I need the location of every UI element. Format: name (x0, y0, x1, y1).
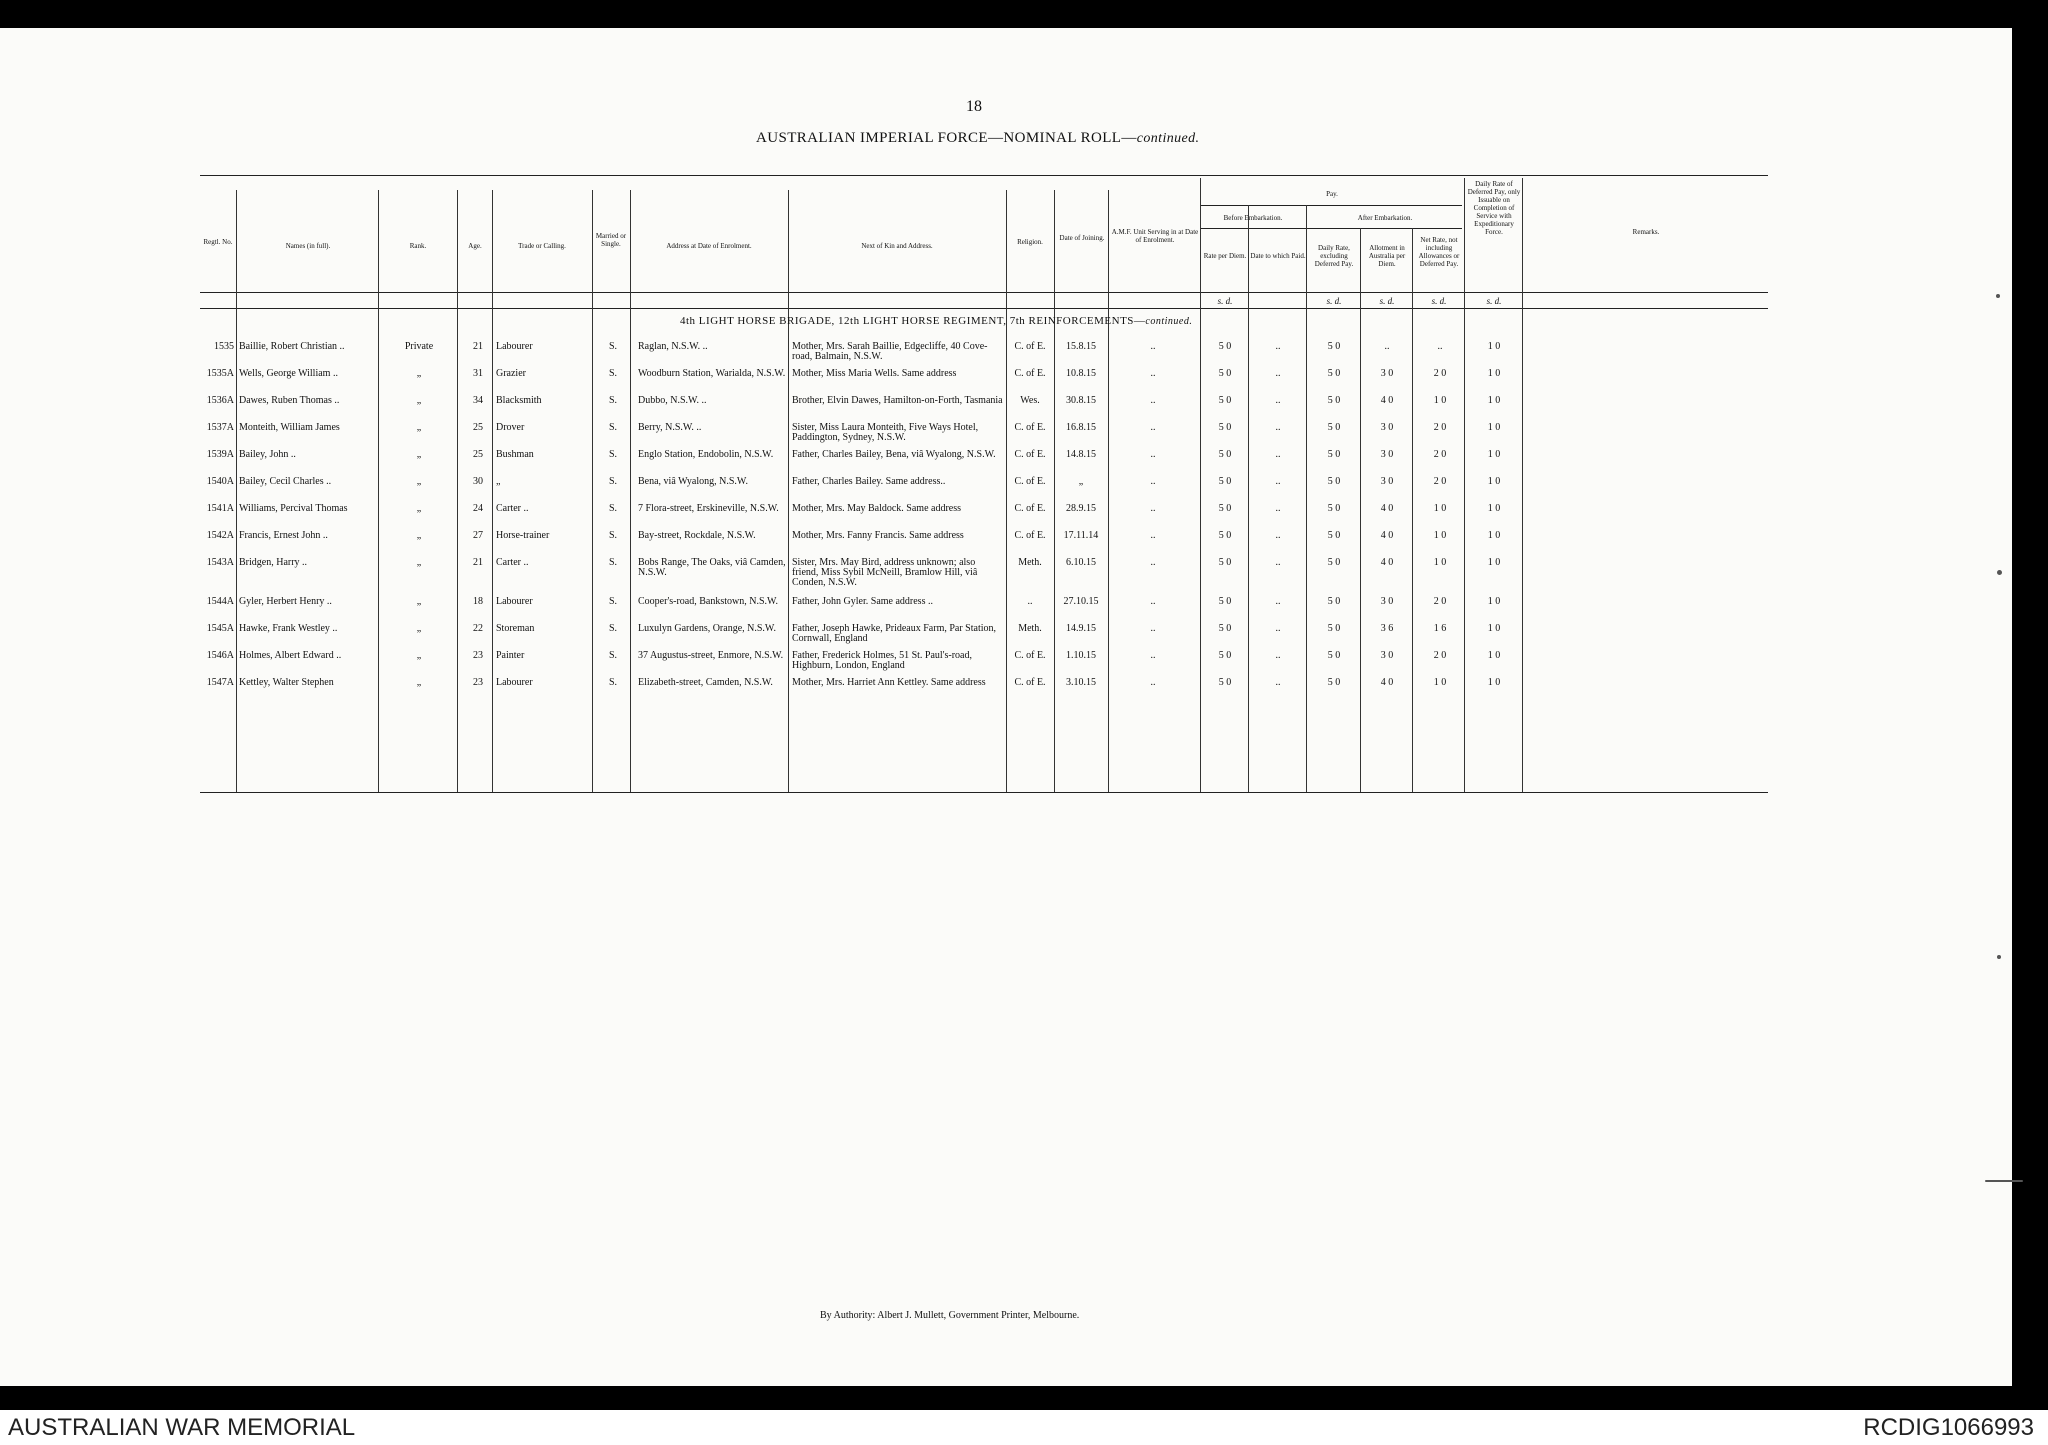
table-row (0, 651, 2012, 677)
cell-trade: Carter .. (496, 557, 529, 568)
scan-speck (1997, 955, 2001, 959)
cell-age: 21 (473, 557, 483, 568)
cell-daily: 5 0 (1327, 449, 1341, 460)
cell-name: Dawes, Ruben Thomas .. (239, 395, 340, 406)
sd-label: s. d. (1326, 296, 1342, 306)
cell-date: 14.9.15 (1066, 623, 1096, 634)
table-row (0, 624, 2012, 650)
cell-name: Kettley, Walter Stephen (239, 677, 334, 688)
cell-allot: 4 0 (1380, 395, 1394, 406)
cell-rate: 5 0 (1218, 557, 1232, 568)
scan-speck (1997, 570, 2002, 575)
cell-no: 1539A (206, 449, 234, 460)
cell-addr: Bena, viâ Wyalong, N.S.W. (638, 476, 748, 487)
cell-datep: .. (1275, 677, 1281, 688)
scan-speck (1996, 294, 2000, 298)
header-unit: A.M.F. Unit Serving in at Date of Enrolment. (1111, 228, 1199, 244)
cell-rel: Meth. (1018, 623, 1042, 634)
cell-age: 24 (473, 503, 483, 514)
cell-date: 3.10.15 (1066, 677, 1096, 688)
cell-addr: Raglan, N.S.W. .. (638, 341, 708, 352)
scan-speck (1985, 1180, 2023, 1182)
cell-ms: S. (608, 341, 618, 352)
table-row (0, 477, 2012, 503)
cell-date: 1.10.15 (1066, 650, 1096, 661)
cell-kin: Brother, Elvin Dawes, Hamilton-on-Forth, Tasmania (792, 395, 1003, 406)
footer-right: RCDIG1066993 (1863, 1414, 2034, 1441)
header-date-joining: Date of Joining. (1059, 234, 1105, 242)
cell-daily: 5 0 (1327, 341, 1341, 352)
cell-kin: Mother, Mrs. Fanny Francis. Same address (792, 530, 964, 541)
cell-kin: Father, Joseph Hawke, Prideaux Farm, Par Station, Cornwall, England (792, 623, 997, 644)
cell-no: 1540A (206, 476, 234, 487)
cell-datep: .. (1275, 557, 1281, 568)
cell-date: 27.10.15 (1063, 596, 1099, 607)
header-rate-per-diem: Rate per Diem. (1203, 252, 1247, 260)
cell-unit: .. (1150, 395, 1156, 406)
header-date-paid: Date to which Paid. (1250, 252, 1306, 260)
cell-rate: 5 0 (1218, 368, 1232, 379)
pay-subhead-rule-2 (1200, 228, 1462, 229)
header-pay: Pay. (1326, 190, 1338, 198)
cell-datep: .. (1275, 449, 1281, 460)
header-daily-rate: Daily Rate, excluding Deferred Pay. (1314, 244, 1354, 268)
cell-rel: Wes. (1020, 395, 1040, 406)
cell-unit: .. (1150, 650, 1156, 661)
cell-datep: .. (1275, 530, 1281, 541)
scan-right-border (2012, 0, 2048, 1410)
cell-rank: Private (404, 341, 434, 352)
cell-rate: 5 0 (1218, 623, 1232, 634)
table-row (0, 450, 2012, 476)
cell-trade: Bushman (496, 449, 534, 460)
table-row (0, 369, 2012, 395)
cell-age: 27 (473, 530, 483, 541)
cell-name: Monteith, William James (239, 422, 340, 433)
header-age: Age. (468, 242, 482, 250)
cell-no: 1537A (206, 422, 234, 433)
cell-rank: „ (416, 677, 422, 688)
header-names: Names (in full). (285, 242, 331, 250)
cell-allot: 3 0 (1380, 449, 1394, 460)
table-top-rule (200, 175, 1768, 176)
cell-unit: .. (1150, 557, 1156, 568)
cell-net: 1 0 (1433, 503, 1447, 514)
cell-age: 22 (473, 623, 483, 634)
cell-rate: 5 0 (1218, 503, 1232, 514)
cell-rel: C. of E. (1014, 449, 1046, 460)
cell-net: 1 6 (1433, 623, 1447, 634)
table-row (0, 504, 2012, 530)
cell-rel: C. of E. (1014, 677, 1046, 688)
sd-label: s. d. (1217, 296, 1233, 306)
cell-net: 2 0 (1433, 449, 1447, 460)
cell-rate: 5 0 (1218, 422, 1232, 433)
cell-ms: S. (608, 503, 618, 514)
cell-unit: .. (1150, 449, 1156, 460)
cell-name: Francis, Ernest John .. (239, 530, 328, 541)
sd-bottom-rule (200, 308, 1768, 309)
cell-unit: .. (1150, 476, 1156, 487)
cell-rank: „ (416, 476, 422, 487)
cell-ms: S. (608, 623, 618, 634)
cell-date: 16.8.15 (1066, 422, 1096, 433)
cell-trade: Labourer (496, 596, 533, 607)
cell-allot: 4 0 (1380, 677, 1394, 688)
cell-unit: .. (1150, 368, 1156, 379)
cell-age: 31 (473, 368, 483, 379)
cell-rank: „ (416, 449, 422, 460)
cell-defer: 1 0 (1487, 677, 1501, 688)
cell-rel: C. of E. (1014, 341, 1046, 352)
cell-defer: 1 0 (1487, 395, 1501, 406)
cell-allot: .. (1384, 341, 1390, 352)
cell-trade: Drover (496, 422, 525, 433)
cell-date: 6.10.15 (1066, 557, 1096, 568)
cell-defer: 1 0 (1487, 596, 1501, 607)
header-trade: Trade or Calling. (518, 242, 566, 250)
cell-daily: 5 0 (1327, 368, 1341, 379)
cell-kin: Father, Charles Bailey. Same address.. (792, 476, 946, 487)
cell-ms: S. (608, 395, 618, 406)
cell-defer: 1 0 (1487, 623, 1501, 634)
header-deferred: Daily Rate of Deferred Pay, only Issuable on Completion of Service with Expeditionary Force. (1467, 180, 1521, 236)
cell-net: 2 0 (1433, 596, 1447, 607)
cell-ms: S. (608, 596, 618, 607)
cell-rel: C. of E. (1014, 530, 1046, 541)
cell-addr: 37 Augustus-street, Enmore, N.S.W. (638, 650, 784, 661)
cell-rate: 5 0 (1218, 449, 1232, 460)
cell-rate: 5 0 (1218, 530, 1232, 541)
cell-defer: 1 0 (1487, 449, 1501, 460)
header-bottom-rule (200, 292, 1768, 293)
cell-name: Bridgen, Harry .. (239, 557, 308, 568)
cell-name: Williams, Percival Thomas (239, 503, 348, 514)
cell-age: 21 (473, 341, 483, 352)
table-row (0, 342, 2012, 368)
page-number: 18 (966, 98, 982, 115)
footer-left: AUSTRALIAN WAR MEMORIAL (8, 1414, 356, 1441)
cell-no: 1543A (206, 557, 234, 568)
cell-no: 1535A (206, 368, 234, 379)
cell-unit: .. (1150, 341, 1156, 352)
cell-daily: 5 0 (1327, 677, 1341, 688)
cell-unit: .. (1150, 623, 1156, 634)
cell-datep: .. (1275, 422, 1281, 433)
cell-allot: 4 0 (1380, 557, 1394, 568)
cell-addr: Elizabeth-street, Camden, N.S.W. (638, 677, 773, 688)
cell-allot: 3 6 (1380, 623, 1394, 634)
cell-age: 23 (473, 650, 483, 661)
cell-kin: Mother, Mrs. Harriet Ann Kettley. Same address (792, 677, 986, 688)
cell-rank: „ (416, 530, 422, 541)
header-rank: Rank. (409, 242, 427, 250)
cell-rank: „ (416, 422, 422, 433)
header-remarks: Remarks. (1632, 228, 1660, 236)
header-religion: Religion. (1017, 238, 1043, 246)
brigade-heading (680, 315, 1192, 327)
header-kin: Next of Kin and Address. (861, 242, 933, 250)
cell-date: 15.8.15 (1066, 341, 1096, 352)
cell-age: 34 (473, 395, 483, 406)
cell-rate: 5 0 (1218, 395, 1232, 406)
cell-no: 1547A (206, 677, 234, 688)
cell-age: 23 (473, 677, 483, 688)
cell-trade: Carter .. (496, 503, 529, 514)
header-allotment: Allotment in Australia per Diem. (1368, 244, 1406, 268)
cell-name: Hawke, Frank Westley .. (239, 623, 338, 634)
cell-kin: Sister, Miss Laura Monteith, Five Ways Hotel, Paddington, Sydney, N.S.W. (792, 422, 979, 443)
cell-kin: Mother, Miss Maria Wells. Same address (792, 368, 957, 379)
cell-trade: „ (496, 476, 501, 487)
cell-allot: 4 0 (1380, 503, 1394, 514)
cell-rel: C. of E. (1014, 503, 1046, 514)
cell-addr: Dubbo, N.S.W. .. (638, 395, 707, 406)
table-row (0, 557, 2012, 588)
cell-defer: 1 0 (1487, 422, 1501, 433)
cell-defer: 1 0 (1487, 341, 1501, 352)
cell-no: 1544A (206, 596, 234, 607)
header-net-rate: Net Rate, not including Allowances or Deferred Pay. (1418, 236, 1460, 268)
cell-ms: S. (608, 557, 618, 568)
cell-net: 2 0 (1433, 476, 1447, 487)
table-row (0, 678, 2012, 704)
cell-no: 1535 (214, 341, 234, 352)
cell-name: Bailey, John .. (239, 449, 296, 460)
printer-authority: By Authority: Albert J. Mullett, Government Printer, Melbourne. (820, 1310, 1080, 1321)
cell-unit: .. (1150, 677, 1156, 688)
pay-subhead-rule (1200, 205, 1462, 206)
cell-age: 30 (473, 476, 483, 487)
cell-rank: „ (416, 503, 422, 514)
cell-kin: Mother, Mrs. May Baldock. Same address (792, 503, 962, 514)
cell-kin: Father, Charles Bailey, Bena, viâ Wyalong, N.S.W. (792, 449, 996, 460)
cell-addr: Bay-street, Rockdale, N.S.W. (638, 530, 756, 541)
cell-age: 25 (473, 422, 483, 433)
cell-date: 17.11.14 (1063, 530, 1099, 541)
cell-allot: 3 0 (1380, 368, 1394, 379)
cell-rate: 5 0 (1218, 677, 1232, 688)
cell-net: 2 0 (1433, 422, 1447, 433)
header-after-embarkation: After Embarkation. (1357, 214, 1413, 222)
cell-no: 1546A (206, 650, 234, 661)
sd-label: s. d. (1486, 296, 1502, 306)
cell-rate: 5 0 (1218, 341, 1232, 352)
table-row (0, 423, 2012, 449)
title-text: AUSTRALIAN IMPERIAL FORCE—NOMINAL ROLL— (756, 130, 1137, 146)
cell-trade: Horse-trainer (496, 530, 550, 541)
cell-unit: .. (1150, 422, 1156, 433)
cell-rank: „ (416, 650, 422, 661)
scan-top-border (0, 0, 2048, 28)
cell-kin: Father, Frederick Holmes, 51 St. Paul's-road, Highburn, London, England (792, 650, 972, 671)
cell-rel: C. of E. (1014, 476, 1046, 487)
cell-ms: S. (608, 530, 618, 541)
cell-ms: S. (608, 422, 618, 433)
cell-trade: Blacksmith (496, 395, 542, 406)
cell-net: .. (1437, 341, 1443, 352)
cell-unit: .. (1150, 596, 1156, 607)
cell-date: 30.8.15 (1066, 395, 1096, 406)
cell-rank: „ (416, 623, 422, 634)
brigade-heading-suffix: continued. (1145, 316, 1193, 327)
cell-rel: C. of E. (1014, 650, 1046, 661)
cell-name: Wells, George William .. (239, 368, 338, 379)
cell-trade: Storeman (496, 623, 535, 634)
cell-net: 1 0 (1433, 677, 1447, 688)
cell-no: 1542A (206, 530, 234, 541)
cell-defer: 1 0 (1487, 368, 1501, 379)
cell-kin: Mother, Mrs. Sarah Baillie, Edgecliffe, 40 Cove-road, Balmain, N.S.W. (792, 341, 988, 362)
cell-datep: .. (1275, 476, 1281, 487)
cell-kin: Father, John Gyler. Same address .. (792, 596, 933, 607)
cell-datep: .. (1275, 623, 1281, 634)
cell-trade: Grazier (496, 368, 526, 379)
cell-ms: S. (608, 368, 618, 379)
table-row (0, 396, 2012, 422)
table-row (0, 531, 2012, 557)
cell-datep: .. (1275, 341, 1281, 352)
cell-addr: Bobs Range, The Oaks, viâ Camden, N.S.W. (638, 557, 786, 578)
cell-daily: 5 0 (1327, 422, 1341, 433)
cell-rate: 5 0 (1218, 596, 1232, 607)
cell-net: 2 0 (1433, 650, 1447, 661)
cell-datep: .. (1275, 650, 1281, 661)
cell-unit: .. (1150, 503, 1156, 514)
cell-daily: 5 0 (1327, 530, 1341, 541)
cell-name: Gyler, Herbert Henry .. (239, 596, 332, 607)
cell-daily: 5 0 (1327, 650, 1341, 661)
table-row (0, 597, 2012, 623)
cell-rank: „ (416, 596, 422, 607)
archive-footer (0, 1410, 2048, 1445)
cell-no: 1536A (206, 395, 234, 406)
cell-net: 1 0 (1433, 395, 1447, 406)
sd-label: s. d. (1379, 296, 1395, 306)
cell-date: 10.8.15 (1066, 368, 1096, 379)
cell-addr: Berry, N.S.W. .. (638, 422, 702, 433)
cell-date: 28.9.15 (1066, 503, 1096, 514)
cell-datep: .. (1275, 368, 1281, 379)
cell-date: 14.8.15 (1066, 449, 1096, 460)
cell-datep: .. (1275, 395, 1281, 406)
page-title (756, 130, 1199, 147)
cell-addr: Woodburn Station, Warialda, N.S.W. (638, 368, 786, 379)
cell-name: Baillie, Robert Christian .. (239, 341, 345, 352)
cell-addr: 7 Flora-street, Erskineville, N.S.W. (638, 503, 779, 514)
cell-age: 25 (473, 449, 483, 460)
cell-rate: 5 0 (1218, 476, 1232, 487)
cell-defer: 1 0 (1487, 503, 1501, 514)
cell-allot: 4 0 (1380, 530, 1394, 541)
cell-daily: 5 0 (1327, 503, 1341, 514)
cell-trade: Labourer (496, 341, 533, 352)
cell-trade: Labourer (496, 677, 533, 688)
header-address: Address at Date of Enrolment. (666, 242, 752, 250)
cell-net: 1 0 (1433, 557, 1447, 568)
cell-no: 1541A (206, 503, 234, 514)
brigade-heading-text: 4th LIGHT HORSE BRIGADE, 12th LIGHT HORSE REGIMENT, 7th REINFORCEMENTS— (680, 315, 1146, 327)
cell-addr: Englo Station, Endobolin, N.S.W. (638, 449, 774, 460)
sd-label: s. d. (1431, 296, 1447, 306)
cell-net: 1 0 (1433, 530, 1447, 541)
cell-no: 1545A (206, 623, 234, 634)
cell-defer: 1 0 (1487, 557, 1501, 568)
cell-daily: 5 0 (1327, 596, 1341, 607)
cell-unit: .. (1150, 530, 1156, 541)
cell-allot: 3 0 (1380, 596, 1394, 607)
cell-addr: Cooper's-road, Bankstown, N.S.W. (638, 596, 779, 607)
table-bottom-rule (200, 792, 1768, 793)
cell-allot: 3 0 (1380, 650, 1394, 661)
cell-name: Holmes, Albert Edward .. (239, 650, 342, 661)
header-before-embarkation: Before Embarkation. (1223, 214, 1283, 222)
cell-rank: „ (416, 368, 422, 379)
header-regtl-no: Regtl. No. (203, 238, 233, 246)
cell-rel: C. of E. (1014, 422, 1046, 433)
cell-daily: 5 0 (1327, 557, 1341, 568)
cell-age: 18 (473, 596, 483, 607)
cell-rank: „ (416, 395, 422, 406)
cell-defer: 1 0 (1487, 650, 1501, 661)
cell-ms: S. (608, 449, 618, 460)
cell-rel: Meth. (1018, 557, 1042, 568)
cell-rate: 5 0 (1218, 650, 1232, 661)
cell-rel: .. (1027, 596, 1033, 607)
cell-defer: 1 0 (1487, 530, 1501, 541)
title-suffix: continued. (1136, 131, 1200, 146)
cell-name: Bailey, Cecil Charles .. (239, 476, 332, 487)
cell-ms: S. (608, 476, 618, 487)
cell-rank: „ (416, 557, 422, 568)
cell-ms: S. (608, 677, 618, 688)
cell-ms: S. (608, 650, 618, 661)
header-married: Married or Single. (595, 232, 627, 248)
cell-daily: 5 0 (1327, 623, 1341, 634)
cell-net: 2 0 (1433, 368, 1447, 379)
cell-defer: 1 0 (1487, 476, 1501, 487)
cell-rel: C. of E. (1014, 368, 1046, 379)
cell-allot: 3 0 (1380, 422, 1394, 433)
cell-allot: 3 0 (1380, 476, 1394, 487)
cell-addr: Luxulyn Gardens, Orange, N.S.W. (638, 623, 776, 634)
cell-daily: 5 0 (1327, 395, 1341, 406)
cell-date: „ (1078, 476, 1084, 487)
cell-kin: Sister, Mrs. May Bird, address unknown; also friend, Miss Sybil McNeill, Bramlow Hill, viâ Conden, N.S.W. (792, 557, 978, 588)
cell-datep: .. (1275, 596, 1281, 607)
cell-daily: 5 0 (1327, 476, 1341, 487)
cell-datep: .. (1275, 503, 1281, 514)
cell-trade: Painter (496, 650, 525, 661)
